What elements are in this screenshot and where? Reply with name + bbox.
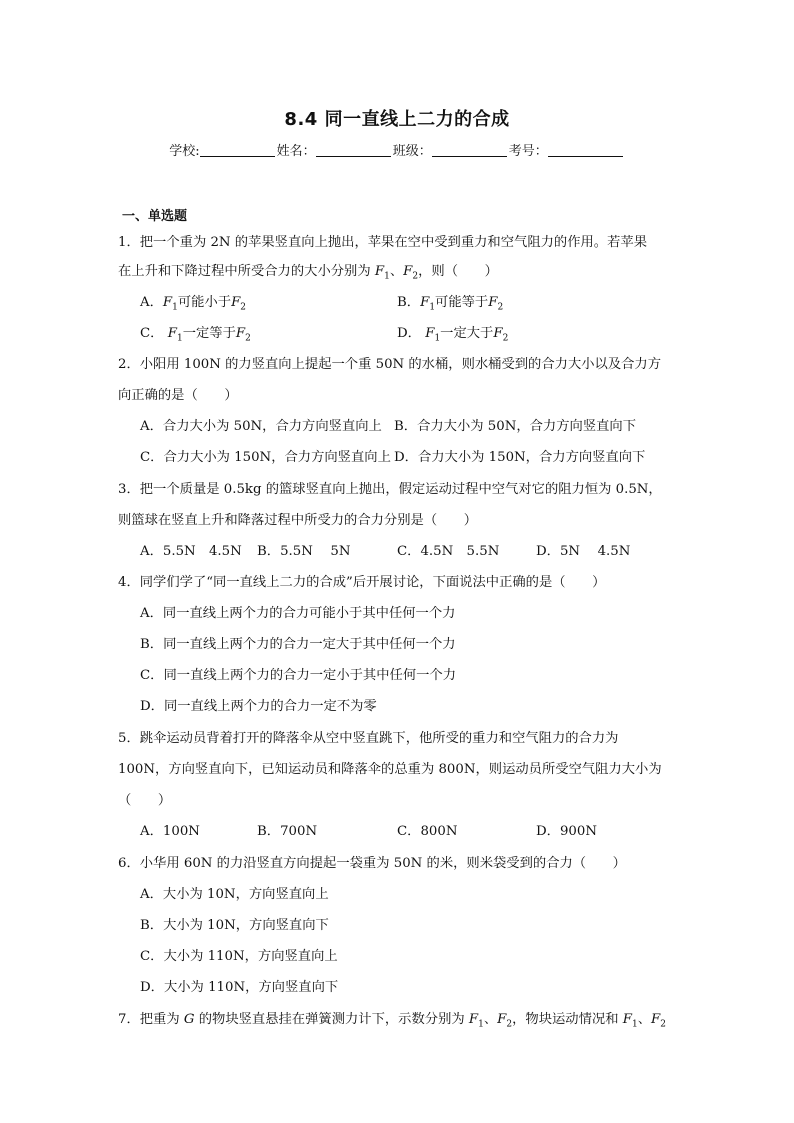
subscript: 2	[497, 302, 504, 313]
subscript: 1	[631, 1019, 638, 1030]
q5-option-a[interactable]: A．100N	[140, 824, 200, 839]
q3-option-d[interactable]: D．5N 4.5N	[536, 544, 631, 559]
q5-option-c[interactable]: C．800N	[397, 824, 458, 839]
q6-option-a[interactable]: A．大小为 10N，方向竖直向上	[140, 887, 329, 902]
q2-line-2: 向正确的是（ ）	[118, 388, 238, 403]
q1-text: 在上升和下降过程中所受合力的大小分别为	[118, 264, 375, 279]
q4-line-1: 4．同学们学了“同一直线上二力的合成”后开展讨论，下面说法中正确的是（ ）	[118, 575, 606, 590]
subscript: 1	[176, 333, 183, 344]
option-text: 一定大于	[440, 326, 494, 341]
f-symbol: F	[162, 295, 173, 310]
option-letter: C．	[140, 326, 164, 341]
school-label: 学校:	[169, 144, 200, 159]
q4-option-d[interactable]: D．同一直线上两个力的合力一定不为零	[140, 699, 377, 714]
section-heading: 一、单选题	[122, 209, 188, 224]
class-blank[interactable]	[432, 144, 507, 157]
f-symbol: F	[403, 264, 413, 279]
q3-line-2: 则篮球在竖直上升和降落过程中所受力的合力分别是（ ）	[118, 513, 478, 528]
q2-option-b[interactable]: B．合力大小为 50N，合力方向竖直向下	[394, 419, 637, 434]
exam-no-blank[interactable]	[548, 144, 623, 157]
g-symbol: G	[183, 1012, 195, 1027]
page-title: 8.4 同一直线上二力的合成	[284, 109, 510, 130]
f-symbol: F	[497, 1012, 507, 1027]
option-letter: A．	[140, 295, 163, 310]
q1-option-c[interactable]	[140, 322, 251, 344]
f-symbol: F	[488, 295, 498, 310]
q1-text: ，则（ ）	[418, 264, 498, 279]
q7-line-1	[118, 1008, 666, 1030]
q7-text: 7．把重为	[118, 1012, 184, 1027]
q1-text: 、	[389, 264, 404, 279]
q7-text: 的物块竖直悬挂在弹簧测力计下，示数分别为	[194, 1012, 469, 1027]
option-text: 一定等于	[182, 326, 236, 341]
option-text: 可能等于	[435, 295, 489, 310]
option-text: 可能小于	[177, 295, 232, 310]
subscript: 2	[660, 1019, 666, 1030]
f-symbol: F	[167, 326, 177, 341]
class-label: 班级：	[392, 144, 432, 159]
f-symbol: F	[425, 326, 435, 341]
student-info-line	[0, 140, 794, 159]
f-symbol: F	[622, 1012, 632, 1027]
subscript: 2	[240, 302, 247, 313]
q5-option-b[interactable]: B．700N	[257, 824, 318, 839]
q7-text: ，物块运动情况和	[512, 1012, 623, 1027]
q1-line-2	[118, 260, 498, 282]
q4-option-b[interactable]: B．同一直线上两个力的合力一定大于其中任何一个力	[140, 637, 456, 652]
q1-option-d[interactable]	[397, 322, 508, 344]
q4-option-c[interactable]: C．同一直线上两个力的合力一定小于其中任何一个力	[140, 668, 457, 683]
subscript: 2	[506, 1019, 513, 1030]
q6-option-d[interactable]: D．大小为 110N，方向竖直向下	[140, 980, 339, 995]
subscript: 2	[412, 271, 419, 282]
subscript: 1	[429, 302, 436, 313]
q5-line-1: 5．跳伞运动员背着打开的降落伞从空中竖直跳下，他所受的重力和空气阻力的合力为	[118, 731, 619, 746]
q1-option-b[interactable]	[397, 291, 503, 313]
subscript: 1	[384, 271, 390, 282]
option-letter: B．	[397, 295, 421, 310]
q6-line-1: 6．小华用 60N 的力沿竖直方向提起一袋重为 50N 的米，则米袋受到的合力（ ）	[118, 856, 626, 871]
f-symbol: F	[374, 264, 385, 279]
exam-no-label: 考号：	[508, 144, 548, 159]
q2-line-1: 2．小阳用 100N 的力竖直向上提起一个重 50N 的水桶，则水桶受到的合力大小以及合力方	[118, 357, 662, 372]
q3-option-b[interactable]: B．5.5N 5N	[257, 544, 351, 559]
subscript: 2	[502, 333, 509, 344]
q5-line-3: （ ）	[118, 793, 172, 808]
q2-option-c[interactable]: C．合力大小为 150N，合力方向竖直向上	[140, 450, 391, 465]
subscript: 1	[172, 302, 178, 313]
q2-option-d[interactable]: D．合力大小为 150N，合力方向竖直向下	[394, 450, 646, 465]
subscript: 2	[245, 333, 251, 344]
school-blank[interactable]	[200, 144, 275, 157]
q4-option-a[interactable]: A．同一直线上两个力的合力可能小于其中任何一个力	[140, 606, 456, 621]
f-symbol: F	[235, 326, 246, 341]
q1-line-1: 1．把一个重为 2N 的苹果竖直向上抛出，苹果在空中受到重力和空气阻力的作用。若苹果	[118, 235, 647, 250]
q6-option-c[interactable]: C．大小为 110N，方向竖直向上	[140, 949, 338, 964]
f-symbol: F	[651, 1012, 661, 1027]
q5-line-2: 100N，方向竖直向下，已知运动员和降落伞的总重为 800N，则运动员所受空气阻力大小为	[118, 762, 662, 777]
q7-text: 、	[483, 1012, 498, 1027]
f-symbol: F	[468, 1012, 479, 1027]
q6-option-b[interactable]: B．大小为 10N，方向竖直向下	[140, 918, 329, 933]
f-symbol: F	[420, 295, 430, 310]
q3-option-c[interactable]: C．4.5N 5.5N	[397, 544, 500, 559]
subscript: 1	[478, 1019, 484, 1030]
name-label: 姓名：	[276, 144, 316, 159]
q5-option-d[interactable]: D．900N	[536, 824, 597, 839]
f-symbol: F	[231, 295, 241, 310]
f-symbol: F	[493, 326, 503, 341]
subscript: 1	[434, 333, 441, 344]
name-blank[interactable]	[316, 144, 391, 157]
q3-option-a[interactable]: A．5.5N 4.5N	[140, 544, 242, 559]
q7-text: 、	[637, 1012, 651, 1027]
option-letter: D．	[397, 326, 421, 341]
q3-line-1: 3．把一个质量是 0.5kg 的篮球竖直向上抛出，假定运动过程中空气对它的阻力恒为 0.5N，	[118, 482, 662, 497]
q1-option-a[interactable]	[140, 291, 246, 313]
q2-option-a[interactable]: A．合力大小为 50N，合力方向竖直向上	[140, 419, 382, 434]
